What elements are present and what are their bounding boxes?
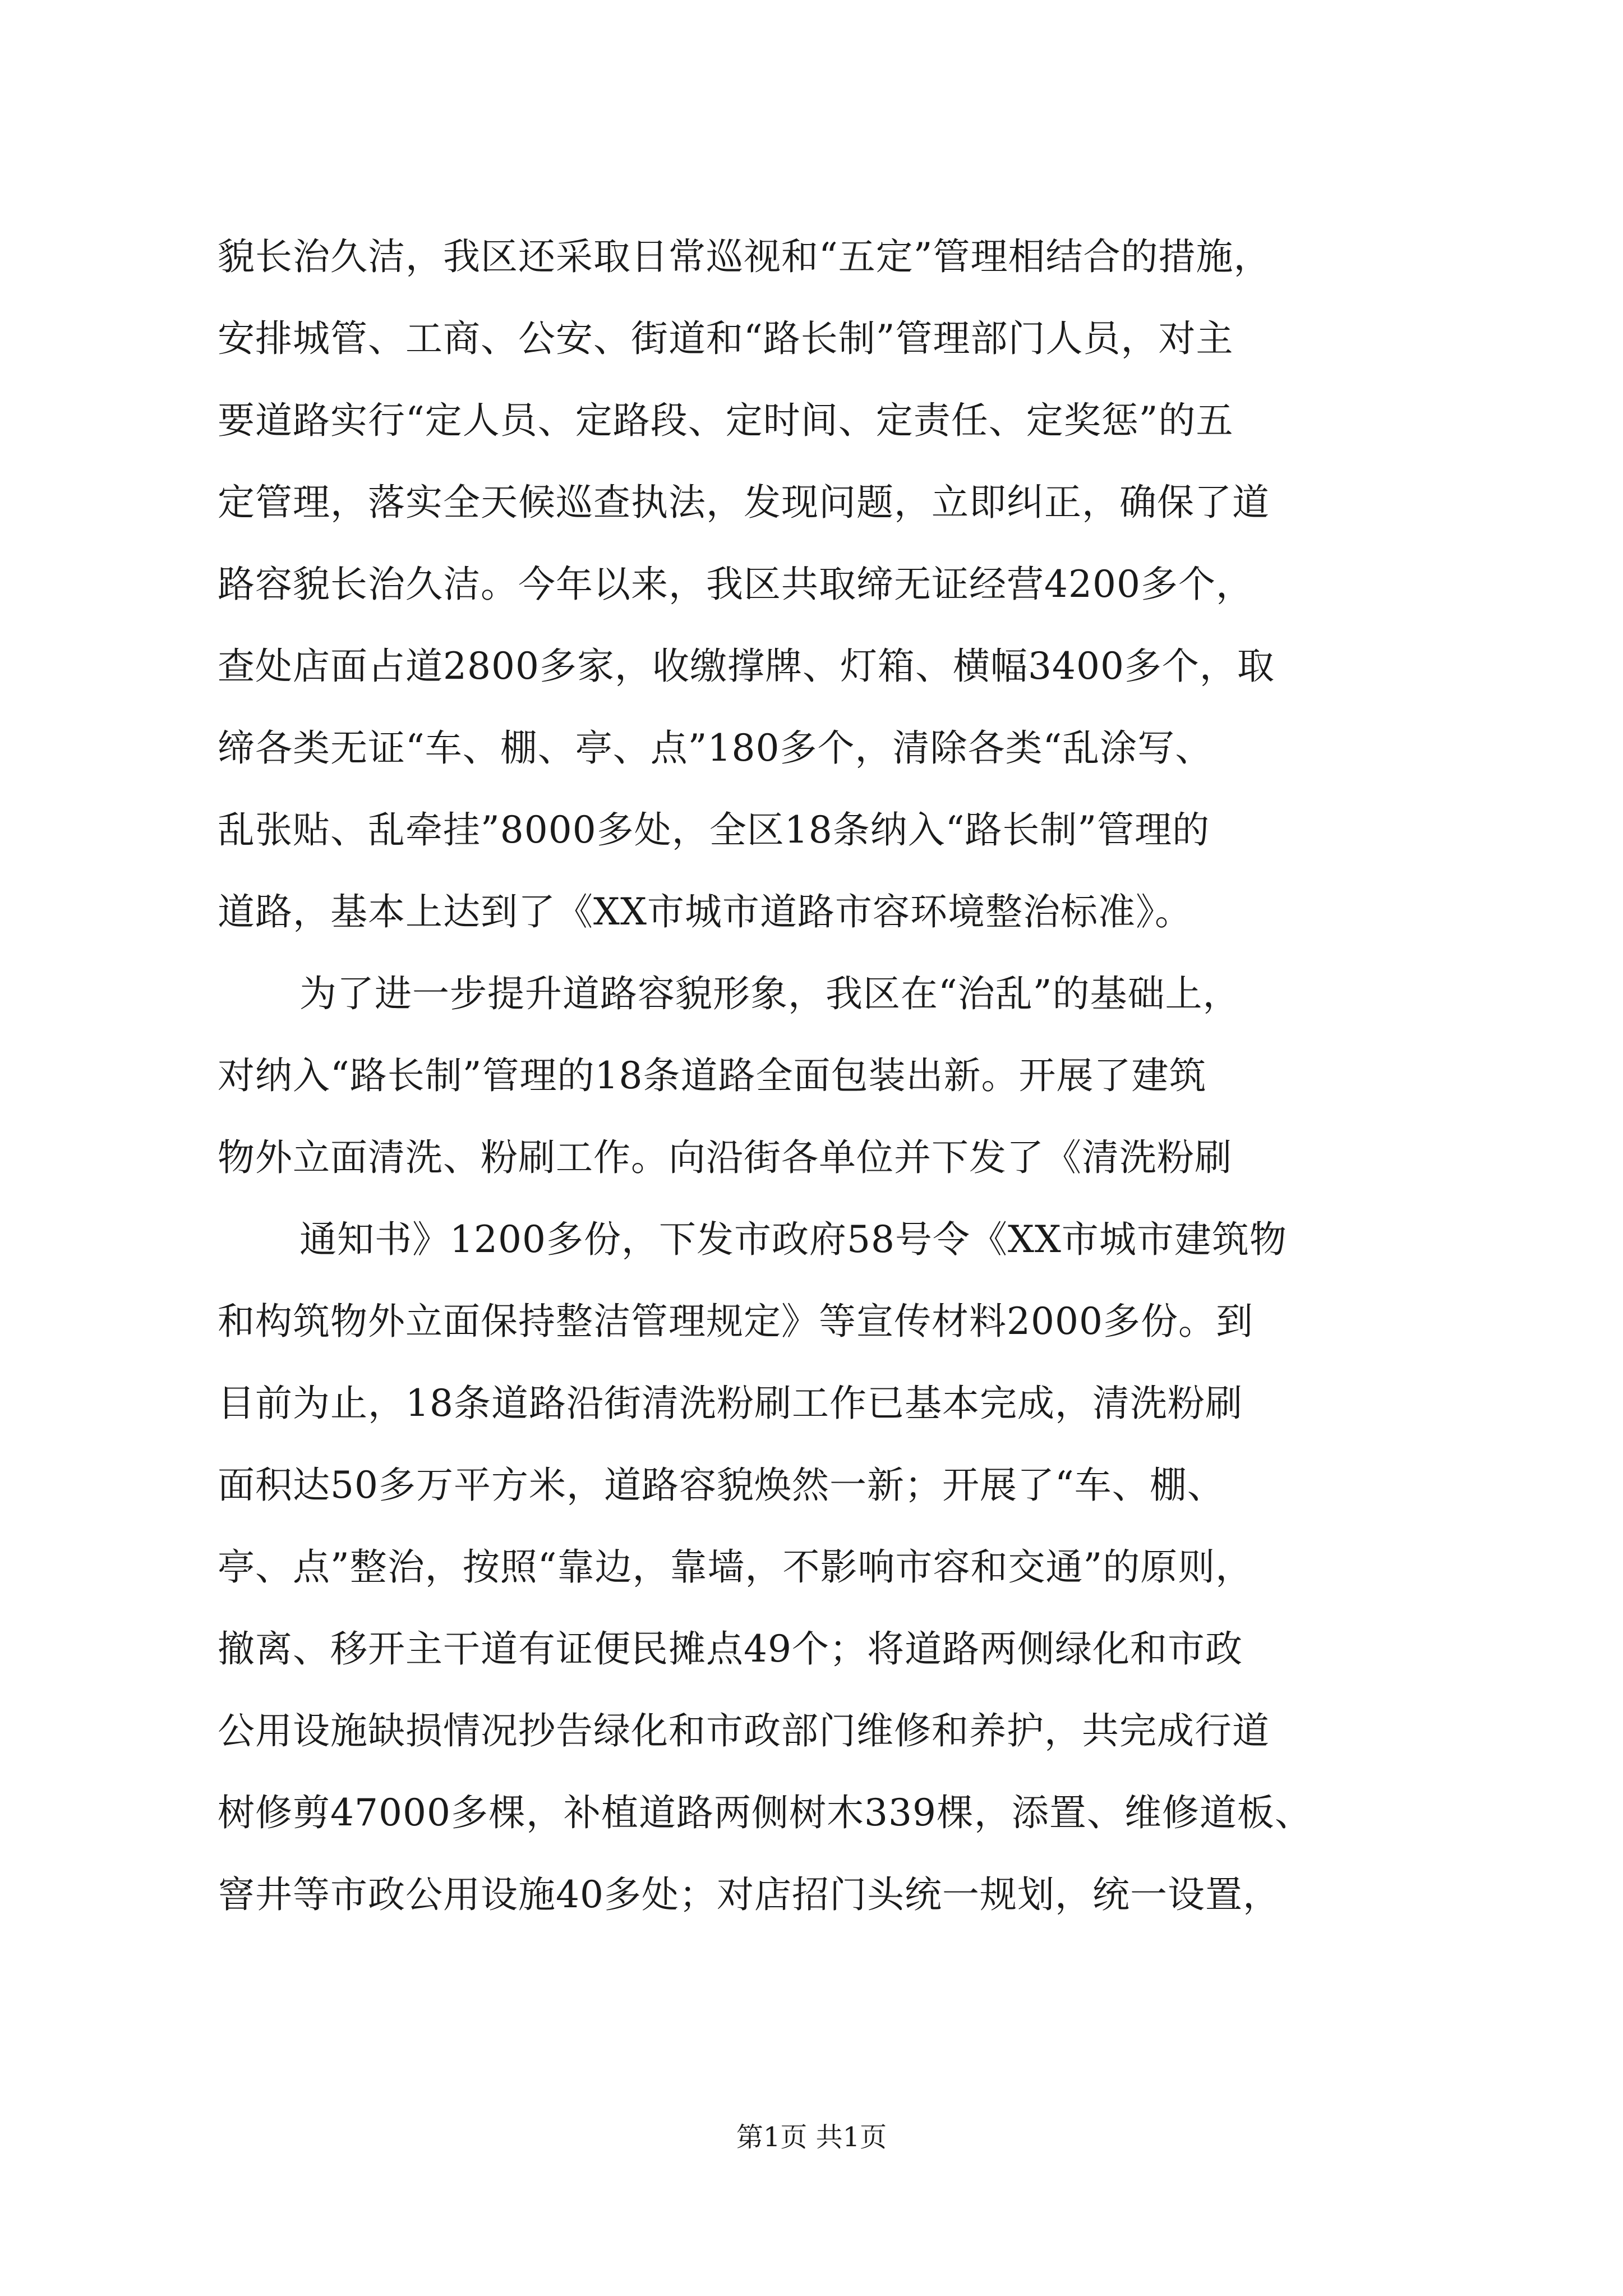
text-line: 窨井等市政公用设施40多处；对店招门头统一规划，统一设置， — [218, 1873, 1280, 1916]
text-line: 物外立面清洗、粉刷工作。向沿街各单位并下发了《清洗粉刷 — [218, 1136, 1232, 1179]
text-line: 面积达50多万平方米，道路容貌焕然一新；开展了“车、棚、 — [218, 1464, 1225, 1507]
text-line: 树修剪47000多棵，补植道路两侧树木339棵，添置、维修道板、 — [218, 1791, 1312, 1834]
text-line: 查处店面占道2800多家，收缴撑牌、灯箱、横幅3400多个，取 — [218, 645, 1275, 688]
paragraph-start-line: 通知书》1200多份，下发市政府58号令《XX市城市建筑物 — [299, 1218, 1287, 1261]
text-line: 对纳入“路长制”管理的18条道路全面包装出新。开展了建筑 — [218, 1054, 1207, 1097]
text-line: 安排城管、工商、公安、街道和“路长制”管理部门人员，对主 — [218, 317, 1234, 360]
page-footer: 第1页 共1页 — [736, 2122, 887, 2153]
paragraph-start-line: 为了进一步提升道路容貌形象，我区在“治乱”的基础上， — [299, 972, 1241, 1015]
text-line: 定管理，落实全天候巡查执法，发现问题，立即纠正，确保了道 — [218, 481, 1270, 524]
text-line: 路容貌长治久洁。今年以来，我区共取缔无证经营4200多个， — [218, 563, 1253, 606]
text-line: 乱张贴、乱牵挂”8000多处，全区18条纳入“路长制”管理的 — [218, 808, 1210, 852]
text-line: 目前为止，18条道路沿街清洗粉刷工作已基本完成，清洗粉刷 — [218, 1382, 1243, 1425]
text-line: 貌长治久洁，我区还采取日常巡视和“五定”管理相结合的措施， — [218, 235, 1271, 278]
text-line: 道路，基本上达到了《XX市城市道路市容环境整治标准》。 — [218, 890, 1192, 933]
text-line: 撤离、移开主干道有证便民摊点49个；将道路两侧绿化和市政 — [218, 1627, 1243, 1671]
text-line: 要道路实行“定人员、定路段、定时间、定责任、定奖惩”的五 — [218, 399, 1234, 442]
text-line: 和构筑物外立面保持整洁管理规定》等宣传材料2000多份。到 — [218, 1300, 1253, 1343]
text-line: 亭、点”整治，按照“靠边，靠墙，不影响市容和交通”的原则， — [218, 1545, 1253, 1589]
text-line: 缔各类无证“车、棚、亭、点”180多个，清除各类“乱涂写、 — [218, 726, 1213, 770]
body-text — [218, 216, 1418, 1936]
text-line: 公用设施缺损情况抄告绿化和市政部门维修和养护，共完成行道 — [218, 1709, 1270, 1752]
